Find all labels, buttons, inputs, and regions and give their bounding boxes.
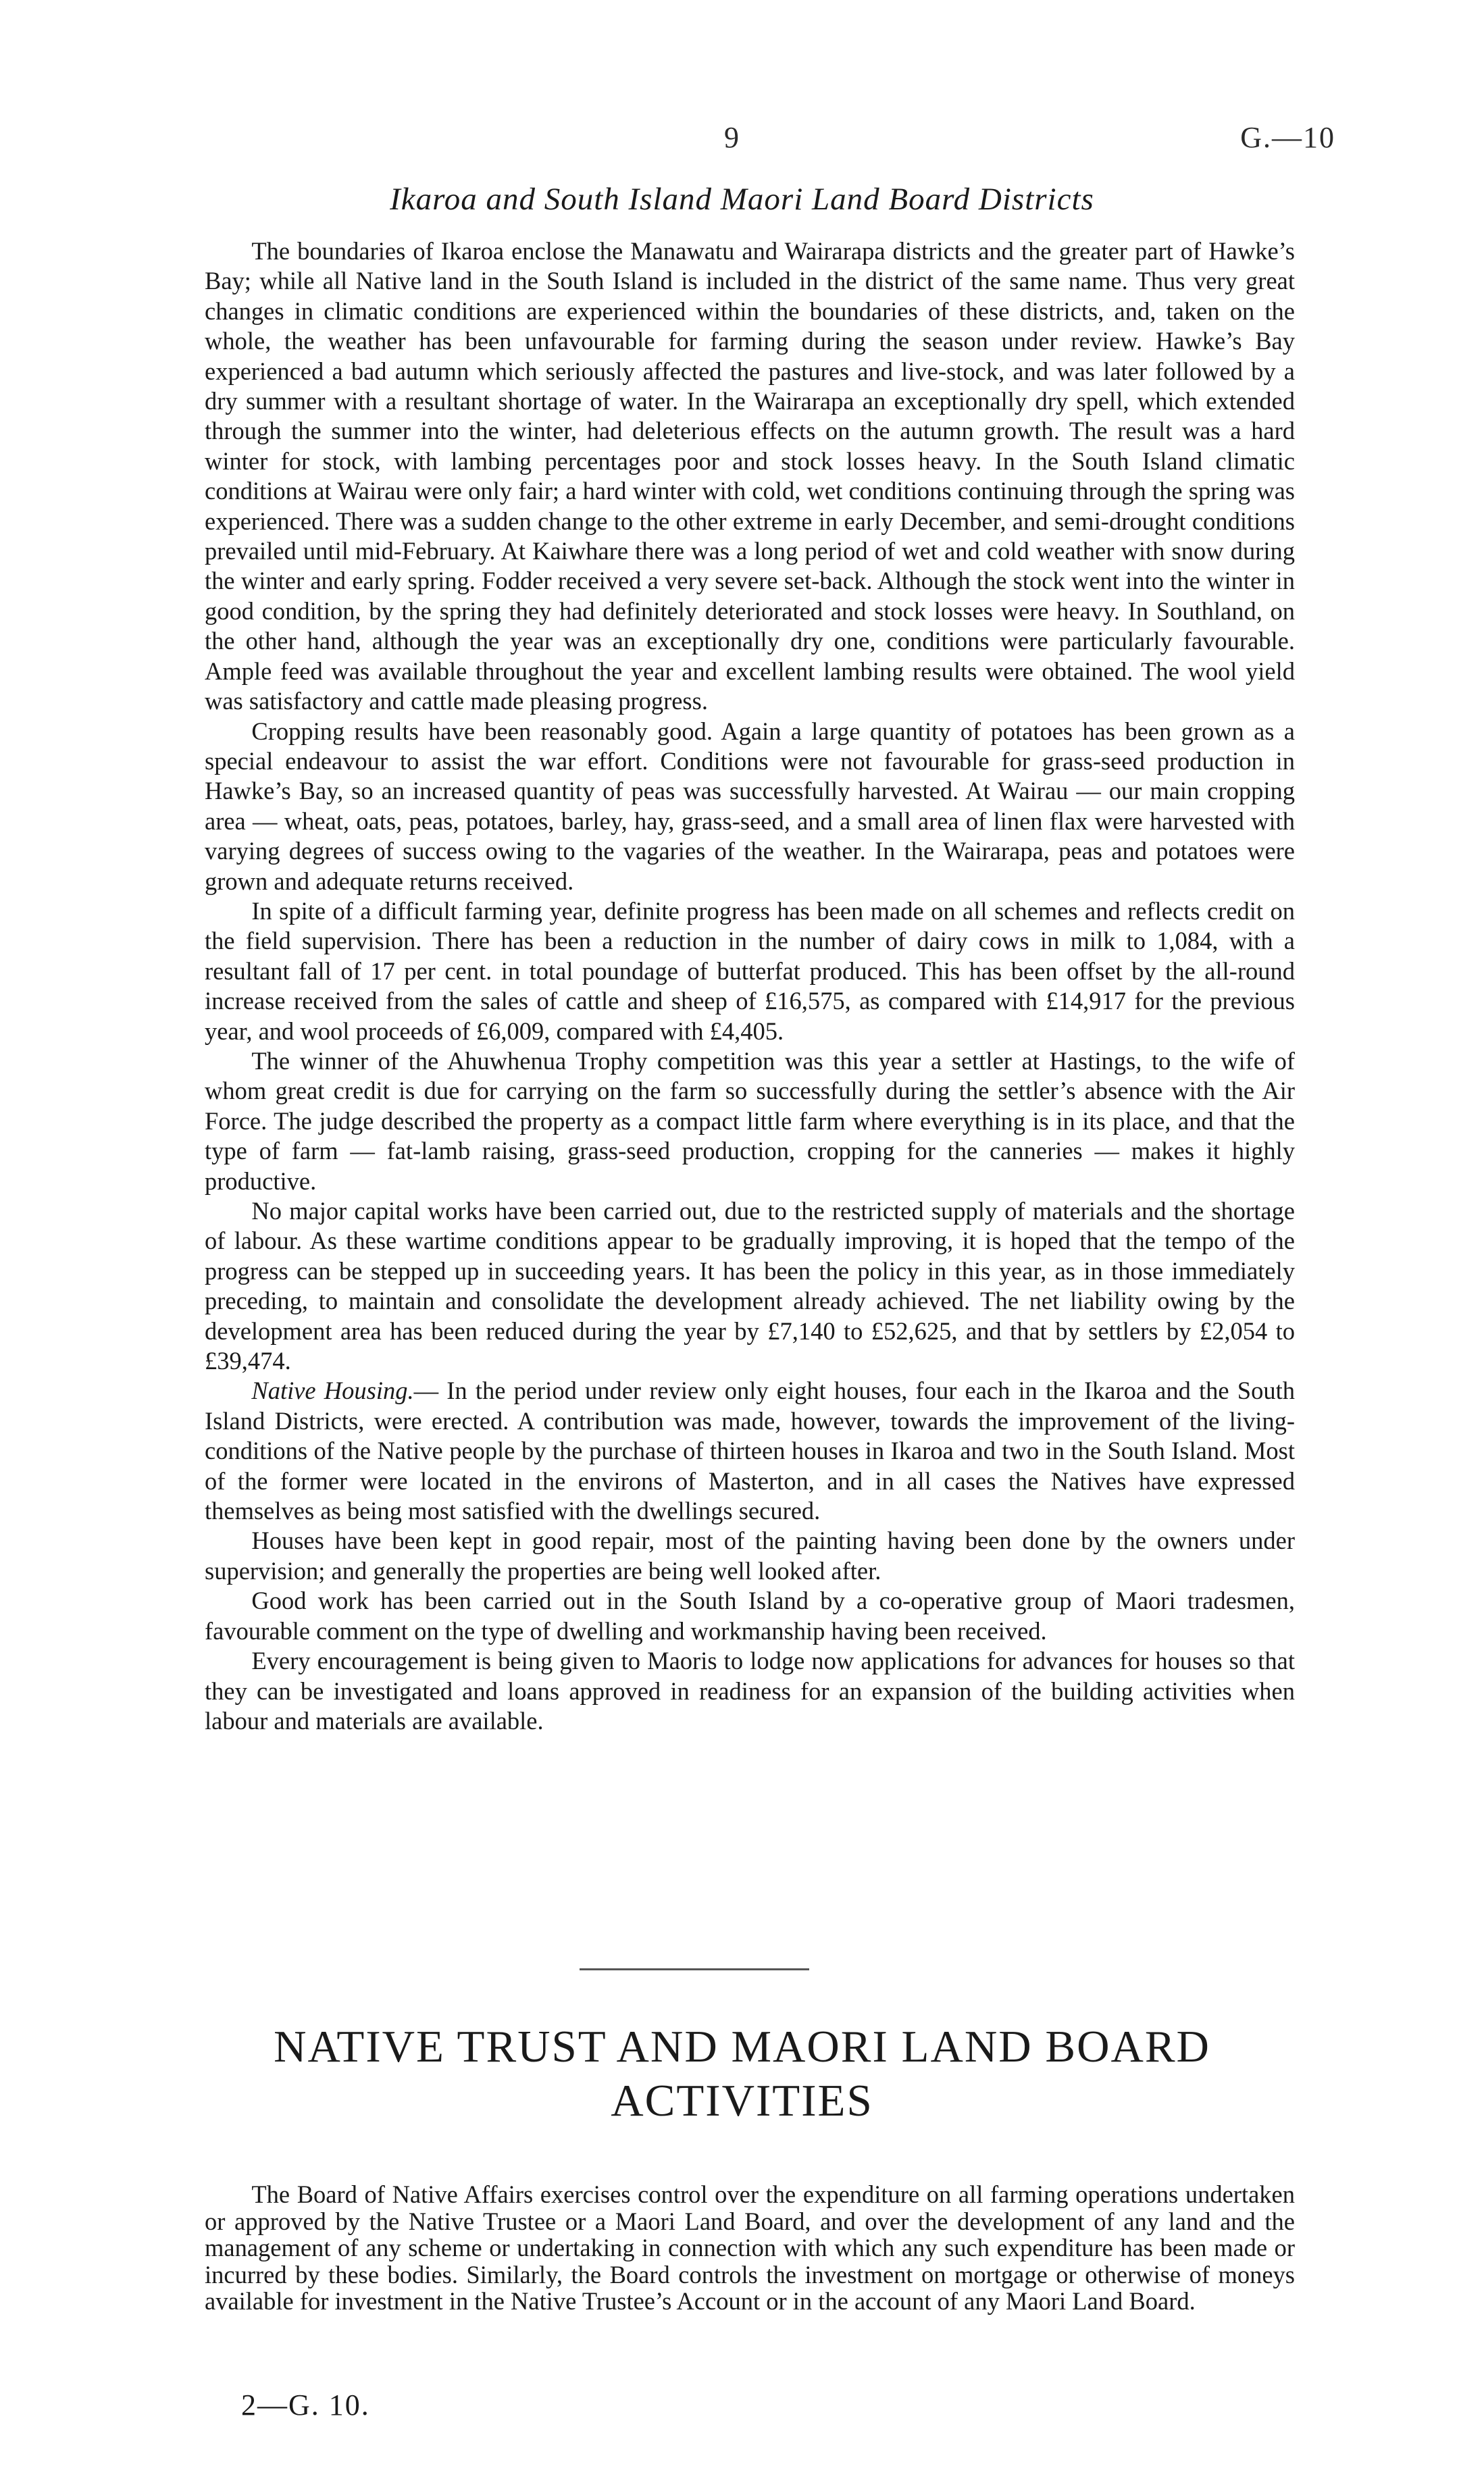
page-number: 9 bbox=[724, 121, 740, 154]
paragraph-repairs: Houses have been kept in good repair, most of the painting having been done by the owners under supervision; and generally the properties are being well looked after. bbox=[205, 1527, 1295, 1585]
paragraph-cropping: Cropping results have been reasonably good. Again a large quantity of potatoes has been grown as a special endeavour to assist the war effort. Conditions were not favourable for grass-seed production in Hawke’s Bay, so an increased quantity of peas was successfully harvested. At Wairau — our main cropping area — wheat, oats, peas, potatoes, barley, hay, grass-seed, and a small area of linen flax were harvested with varying degrees of success owing to the vagaries of the weather. In the Wairarapa, peas and potatoes were grown and adequate returns received. bbox=[205, 717, 1295, 895]
main-heading-line2: ACTIVITIES bbox=[611, 2076, 873, 2126]
closing-body bbox=[205, 2181, 1295, 2315]
paragraph-capital-works: No major capital works have been carried out, due to the restricted supply of materials and the shortage of labour. As these wartime conditions appear to be gradually improving, it is hoped that the tempo of the progress can be stepped up in succeeding years. It has been the policy in this year, as in those immediately preceding, to maintain and consolidate the development already achieved. The net liability owing by the development area has been reduced during the year by £7,140 to £52,625, and that by settlers by £2,054 to £39,474. bbox=[205, 1197, 1295, 1375]
native-housing-text: — In the period under review only eight houses, four each in the Ikaroa and the South Island Districts, were erected. A contribution was made, however, towards the improvement of the living-conditions of the Native people by the purchase of thirteen houses in Ikaroa and two in the South Island. Most of the former were located in the environs of Masterton, and in all cases the Natives have expressed themselves as being most satisfied with the dwellings secured. bbox=[205, 1377, 1295, 1525]
section-body bbox=[205, 236, 1295, 1736]
paragraph-native-housing bbox=[205, 1376, 1295, 1526]
paragraph-progress: In spite of a difficult farming year, definite progress has been made on all schemes and reflects credit on the field supervision. There has been a reduction in the number of dairy cows in milk to 1,084, with a resultant fall of 17 per cent. in total poundage of butterfat produced. This has been offset by the all-round increase received from the sales of cattle and sheep of £16,575, as compared with £14,917 for the previous year, and wool proceeds of £6,009, compared with £4,405. bbox=[205, 896, 1295, 1045]
paragraph-encouragement: Every encouragement is being given to Maoris to lodge now applications for advances for houses so that they can be investigated and loans approved in readiness for an expansion of the building activities when labour and materials are available. bbox=[205, 1647, 1295, 1735]
paragraph-trophy: The winner of the Ahuwhenua Trophy competition was this year a settler at Hastings, to the wife of whom great credit is due for carrying on the farm so successfully during the settler’s absence with the Air Force. The judge described the property as a compact little farm where everything is in its place, and that the type of farm — fat-lamb raising, grass-seed production, cropping for the canneries — makes it highly productive. bbox=[205, 1046, 1295, 1195]
main-heading bbox=[0, 2020, 1484, 2128]
main-heading-line1: NATIVE TRUST AND MAORI LAND BOARD bbox=[274, 2022, 1210, 2072]
signature-mark: 2—G. 10. bbox=[241, 2388, 370, 2422]
document-reference: G.—10 bbox=[1240, 121, 1335, 154]
paragraph-climate: The boundaries of Ikaroa enclose the Manawatu and Wairarapa districts and the greater part of Hawke’s Bay; while all Native land in the South Island is included in the district of the same name. Thus very great changes in climatic conditions are experienced within the boundaries of these districts, and, taken on the whole, the weather has been unfavourable for farming during the season under review. Hawke’s Bay experienced a bad autumn which seriously affected the pastures and live-stock, and was later followed by a dry summer with a resultant shortage of water. In the Wairarapa an exceptionally dry spell, which extended through the summer into the winter, had deleterious effects on the autumn growth. The result was a hard winter for stock, with lambing percentages poor and stock losses heavy. In the South Island climatic conditions at Wairau were only fair; a hard winter with cold, wet conditions continuing through the spring was experienced. There was a sudden change to the other extreme in early December, and semi-drought conditions prevailed until mid-February. At Kaiwhare there was a long period of wet and cold weather with snow during the winter and early spring. Fodder received a very severe set-back. Although the stock went into the winter in good condition, by the spring they had definitely deteriorated and stock losses were heavy. In Southland, on the other hand, although the year was an exceptionally dry one, conditions were particularly favourable. Ample feed was available throughout the year and excellent lambing results were obtained. The wool yield was satisfactory and cattle made pleasing progress. bbox=[205, 237, 1295, 715]
section-title: Ikaroa and South Island Maori Land Board Districts bbox=[390, 182, 1094, 217]
paragraph-south-island-work: Good work has been carried out in the South Island by a co-operative group of Maori tradesmen, favourable comment on the type of dwelling and workmanship having been received. bbox=[205, 1587, 1295, 1645]
paragraph-board-control: The Board of Native Affairs exercises control over the expenditure on all farming operations undertaken or approved by the Native Trustee or a Maori Land Board, and over the development of any land and the management of any scheme or undertaking in connection with which any such expenditure has been made or incurred by these bodies. Similarly, the Board controls the investment on mortgage or otherwise of moneys available for investment in the Native Trustee’s Account or in the account of any Maori Land Board. bbox=[205, 2180, 1295, 2316]
native-housing-lead: Native Housing. bbox=[251, 1377, 414, 1405]
section-divider bbox=[580, 1968, 809, 1970]
